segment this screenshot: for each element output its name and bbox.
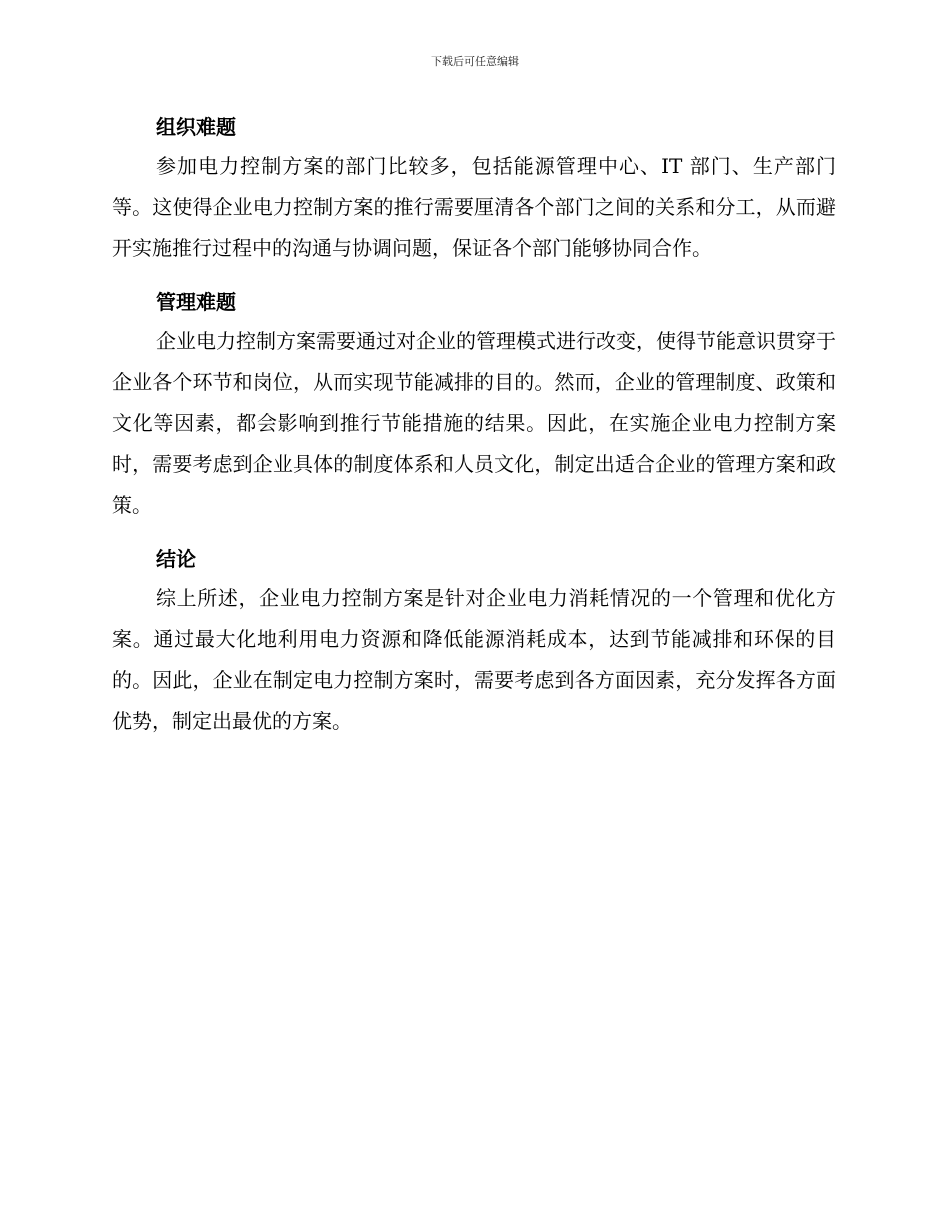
section-heading: 结论 xyxy=(156,547,196,571)
section-management xyxy=(112,283,836,526)
section-conclusion xyxy=(112,540,836,742)
section-heading: 管理难题 xyxy=(156,290,236,314)
section-heading: 组织难题 xyxy=(156,115,236,139)
section-paragraph: 企业电力控制方案需要通过对企业的管理模式进行改变，使得节能意识贯穿于企业各个环节和岗位，从而实现节能减排的目的。然而，企业的管理制度、政策和文化等因素，都会影响到推行节能措施的结果。因此，在实施企业电力控制方案时，需要考虑到企业具体的制度体系和人员文化，制定出适合企业的管理方案和政策。 xyxy=(112,329,836,517)
page-header-note: 下载后可任意编辑 xyxy=(431,55,519,68)
section-organization xyxy=(112,108,836,269)
document-body xyxy=(112,108,836,756)
section-paragraph: 参加电力控制方案的部门比较多，包括能源管理中心、IT 部门、生产部门等。这使得企业电力控制方案的推行需要厘清各个部门之间的关系和分工，从而避开实施推行过程中的沟通与协调问题，保证各个部门能够协同合作。 xyxy=(112,154,836,260)
section-paragraph: 综上所述，企业电力控制方案是针对企业电力消耗情况的一个管理和优化方案。通过最大化地利用电力资源和降低能源消耗成本，达到节能减排和环保的目的。因此，企业在制定电力控制方案时，需要考虑到各方面因素，充分发挥各方面优势，制定出最优的方案。 xyxy=(112,586,836,733)
